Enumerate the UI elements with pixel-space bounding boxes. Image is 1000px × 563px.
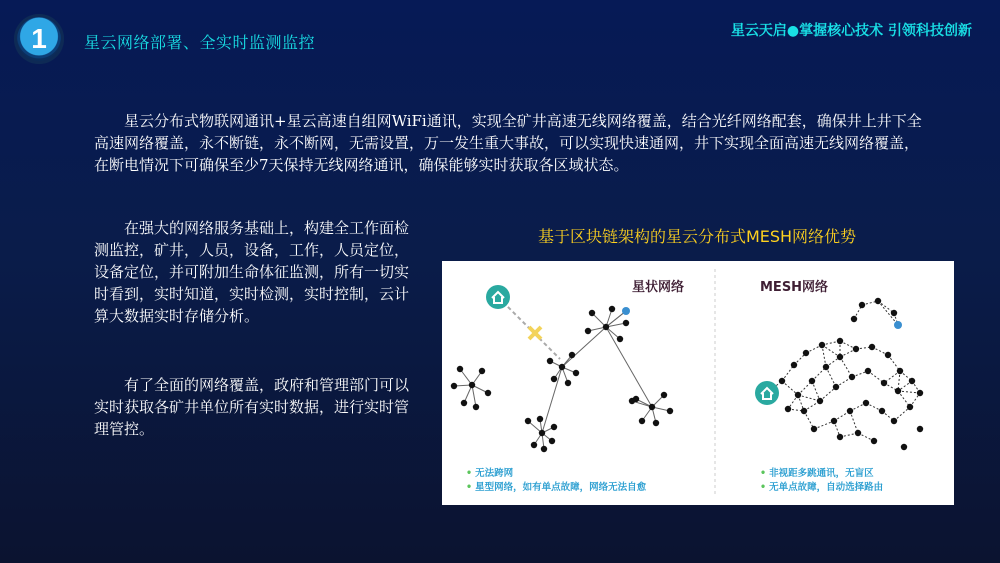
network-node xyxy=(853,346,859,352)
network-node xyxy=(639,418,645,424)
home-icon xyxy=(486,285,510,309)
network-node xyxy=(795,392,801,398)
network-node xyxy=(609,306,615,312)
mesh-network-notes: • 非视距多跳通讯，无盲区 • 无单点故障，自动选择路由 xyxy=(760,468,884,493)
monitoring-paragraph: 在强大的网络服务基础上，构建全工作面检测监控，矿井，人员，设备，工作，人员定位，设备定位，并可附加生命体征监测，所有一切实时看到，实时知道，实时检测，实时控制，云计算大数据实时存储分析。 xyxy=(94,219,410,325)
network-node xyxy=(881,380,887,386)
network-node xyxy=(891,418,897,424)
network-node xyxy=(819,342,825,348)
star-note: 星型网络，如有单点故障，网络无法自愈 xyxy=(475,482,647,493)
network-node xyxy=(661,392,667,398)
network-node xyxy=(791,362,797,368)
network-node xyxy=(875,298,881,304)
intro-paragraph: 星云分布式物联网通讯+星云高速自组网WiFi通讯，实现全矿井高速无线网络覆盖，结合光纤网络配套，确保井上井下全高速网络覆盖，永不断链，永不断网，无需设置，万一发生重大事故，可以实现快速通网，井下实现全面高速无线网络覆盖，在断电情况下可确保至少7天保持无线网络通讯，确保能够实时获取各区域状态。 xyxy=(94,112,922,174)
network-node xyxy=(901,444,907,450)
network-link xyxy=(826,367,836,387)
network-node xyxy=(917,390,923,396)
star-network-notes: • 无法跨网 • 星型网络，如有单点故障，网络无法自愈 xyxy=(466,468,647,493)
network-node xyxy=(811,426,817,432)
network-node xyxy=(849,374,855,380)
network-node xyxy=(865,368,871,374)
mesh-note: 无单点故障，自动选择路由 xyxy=(769,482,884,493)
network-node xyxy=(589,310,595,316)
network-link xyxy=(814,421,834,429)
network-link xyxy=(822,345,826,367)
network-comparison-diagram xyxy=(442,261,954,505)
network-node xyxy=(461,400,467,406)
network-node xyxy=(559,364,565,370)
network-node xyxy=(622,307,630,315)
section-title: 星云网络部署、全实时监测监控 xyxy=(84,33,316,52)
network-node xyxy=(851,316,857,322)
network-node xyxy=(823,364,829,370)
network-node xyxy=(885,352,891,358)
network-node xyxy=(837,338,843,344)
network-node xyxy=(859,302,865,308)
star-network-label: 星状网络 xyxy=(632,280,685,295)
network-node xyxy=(565,380,571,386)
network-node xyxy=(603,324,609,330)
home-icon xyxy=(755,381,779,405)
network-node xyxy=(485,390,491,396)
network-node xyxy=(569,352,575,358)
network-node xyxy=(549,438,555,444)
network-node xyxy=(837,354,843,360)
network-node xyxy=(833,384,839,390)
network-node xyxy=(891,310,897,316)
network-node xyxy=(479,368,485,374)
network-node xyxy=(894,321,902,329)
management-paragraph: 有了全面的网络覆盖，政府和管理部门可以实时获取各矿井单位所有实时数据，进行实时管理管控。 xyxy=(94,376,410,438)
network-node xyxy=(907,404,913,410)
network-node xyxy=(847,408,853,414)
network-node xyxy=(469,382,475,388)
network-node xyxy=(457,366,463,372)
network-node xyxy=(855,430,861,436)
mesh-note: 非视距多跳通讯，无盲区 xyxy=(769,468,874,479)
network-link xyxy=(850,411,858,433)
network-node xyxy=(801,408,807,414)
network-node xyxy=(869,344,875,350)
network-node xyxy=(623,320,629,326)
network-node xyxy=(551,424,557,430)
slogan: 星云天启●掌握核心技术 引领科技创新 xyxy=(730,23,972,39)
network-node xyxy=(585,328,591,334)
network-node xyxy=(831,418,837,424)
network-link xyxy=(606,327,652,407)
network-node xyxy=(451,383,457,389)
network-node xyxy=(653,420,659,426)
section-number-badge: 1 xyxy=(14,14,64,64)
network-node xyxy=(909,378,915,384)
network-node xyxy=(547,358,553,364)
network-node xyxy=(917,426,923,432)
network-node xyxy=(779,378,785,384)
star-note: 无法跨网 xyxy=(475,468,514,479)
network-node xyxy=(649,404,655,410)
network-node xyxy=(785,406,791,412)
network-node xyxy=(573,370,579,376)
mesh-network-label: MESH网络 xyxy=(760,280,829,295)
network-node xyxy=(863,400,869,406)
network-node xyxy=(473,404,479,410)
network-node xyxy=(667,408,673,414)
network-node xyxy=(897,368,903,374)
network-node xyxy=(617,336,623,342)
network-node xyxy=(525,418,531,424)
network-link xyxy=(812,381,820,401)
network-link xyxy=(472,385,476,407)
network-node xyxy=(817,398,823,404)
network-link xyxy=(562,327,606,367)
network-node xyxy=(837,434,843,440)
network-node xyxy=(809,378,815,384)
network-node xyxy=(879,408,885,414)
network-node xyxy=(551,376,557,382)
network-link xyxy=(798,395,820,401)
diagram-title: 基于区块链架构的星云分布式MESH网络优势 xyxy=(537,227,857,246)
network-node xyxy=(539,430,545,436)
network-node xyxy=(541,446,547,452)
network-node xyxy=(537,416,543,422)
network-link xyxy=(898,391,920,393)
network-node xyxy=(871,438,877,444)
network-node xyxy=(803,350,809,356)
broken-link-icon xyxy=(529,327,541,339)
network-link xyxy=(822,345,840,357)
network-node xyxy=(629,398,635,404)
network-node xyxy=(531,442,537,448)
network-link xyxy=(840,357,852,377)
network-node xyxy=(895,388,901,394)
